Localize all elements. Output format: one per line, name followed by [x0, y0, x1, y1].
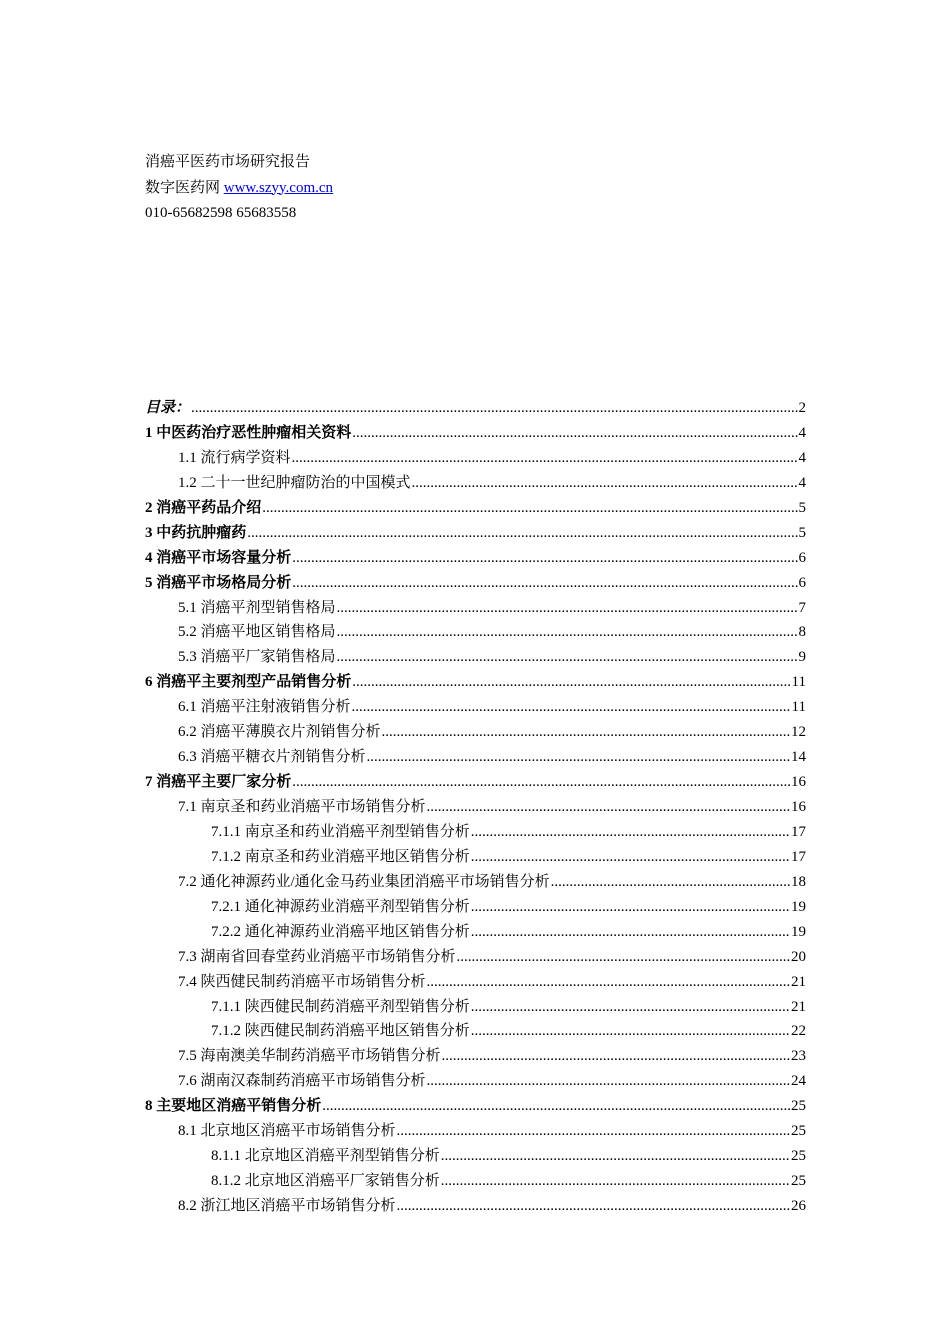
toc-page-number: 7 — [798, 599, 806, 616]
toc-leader — [442, 1044, 790, 1069]
toc-page-number: 11 — [791, 674, 806, 691]
toc-page-number: 4 — [798, 449, 806, 466]
toc-entry-label: 8.1 北京地区消癌平市场销售分析 — [178, 1123, 396, 1140]
toc-entry-label: 1.2 二十一世纪肿瘤防治的中国模式 — [178, 474, 411, 491]
toc-leader — [352, 421, 797, 446]
report-title: 消癌平医药市场研究报告 — [145, 154, 311, 170]
toc-entry-label: 3 中药抗肿瘤药 — [145, 524, 247, 541]
toc-entry-label: 7 消癌平主要厂家分析 — [145, 774, 292, 791]
toc-leader — [352, 695, 791, 720]
toc-entry[interactable] — [145, 770, 806, 795]
toc-page-number: 5 — [798, 499, 806, 516]
toc-entry[interactable] — [145, 446, 806, 471]
toc-leader — [262, 496, 797, 521]
toc-entry[interactable] — [145, 1094, 806, 1119]
toc-page-number: 4 — [798, 424, 806, 441]
toc-page-number: 26 — [791, 1198, 806, 1214]
toc-leader — [441, 1169, 790, 1194]
toc-leader — [292, 571, 797, 596]
toc-entry[interactable] — [145, 1019, 806, 1044]
toc-page-number: 17 — [791, 848, 806, 865]
toc-entry-label: 6.1 消癌平注射液销售分析 — [178, 699, 351, 716]
toc-page-number: 16 — [791, 774, 806, 791]
toc-page-number: 24 — [791, 1073, 806, 1090]
toc-entry-label: 5.3 消癌平厂家销售格局 — [178, 649, 336, 666]
toc-entry[interactable] — [145, 670, 806, 695]
toc-entry-label: 7.2.2 通化神源药业消癌平地区销售分析 — [211, 923, 470, 940]
toc-entry-label: 5 消癌平市场格局分析 — [145, 574, 292, 591]
toc-entry-label: 7.1.2 南京圣和药业消癌平地区销售分析 — [211, 848, 470, 865]
toc-entry-label: 5.1 消癌平剂型销售格局 — [178, 599, 336, 616]
toc-leader — [352, 670, 790, 695]
toc-page-number: 21 — [791, 998, 806, 1015]
toc-page-number: 21 — [791, 973, 806, 990]
toc-entry-label: 7.3 湖南省回春堂药业消癌平市场销售分析 — [178, 948, 456, 965]
toc-entry[interactable] — [145, 970, 806, 995]
toc-entry-label: 7.2.1 通化神源药业消癌平剂型销售分析 — [211, 898, 470, 915]
toc-leader — [292, 446, 798, 471]
site-line — [145, 176, 333, 202]
toc-leader — [471, 845, 790, 870]
toc-page-number: 9 — [798, 649, 806, 666]
toc-entry-label: 8.1.2 北京地区消癌平厂家销售分析 — [211, 1173, 440, 1190]
toc-entry[interactable] — [145, 596, 806, 621]
toc-page-number: 19 — [791, 923, 806, 940]
toc-entry-label: 7.1.2 陕西健民制药消癌平地区销售分析 — [211, 1023, 470, 1040]
toc-leader — [191, 396, 797, 421]
toc-leader — [247, 521, 797, 546]
toc-entry[interactable] — [145, 546, 806, 571]
toc-page-number: 19 — [791, 898, 806, 915]
toc-entry-label: 8 主要地区消癌平销售分析 — [145, 1098, 322, 1115]
toc-entry[interactable] — [145, 720, 806, 745]
toc-entry[interactable] — [145, 795, 806, 820]
toc-leader — [397, 1119, 790, 1144]
toc-page-number: 11 — [791, 699, 806, 716]
toc-page-number: 17 — [791, 823, 806, 840]
toc-entry[interactable] — [145, 471, 806, 496]
table-of-contents — [145, 396, 806, 1219]
toc-entry[interactable] — [145, 1119, 806, 1144]
toc-entry-label: 1.1 流行病学资料 — [178, 449, 291, 466]
toc-page-number: 14 — [791, 749, 806, 766]
toc-entry-label: 7.1.1 陕西健民制药消癌平剂型销售分析 — [211, 998, 470, 1015]
toc-entry[interactable] — [145, 571, 806, 596]
toc-entry[interactable] — [145, 1144, 806, 1169]
toc-entry[interactable] — [145, 1069, 806, 1094]
toc-leader — [471, 920, 790, 945]
toc-page-number: 6 — [798, 549, 806, 566]
toc-entry-label: 7.2 通化神源药业/通化金马药业集团消癌平市场销售分析 — [178, 873, 550, 890]
toc-entry[interactable] — [145, 521, 806, 546]
toc-entry-label: 7.4 陕西健民制药消癌平市场销售分析 — [178, 973, 426, 990]
toc-leader — [471, 995, 790, 1020]
toc-entry-label: 4 消癌平市场容量分析 — [145, 549, 292, 566]
toc-entry-label: 7.5 海南澳美华制药消癌平市场销售分析 — [178, 1048, 441, 1065]
toc-leader — [322, 1094, 790, 1119]
toc-leader — [292, 546, 797, 571]
toc-leader — [337, 645, 798, 670]
document-header — [145, 150, 333, 227]
toc-entry[interactable] — [145, 945, 806, 970]
toc-entry-label: 6 消癌平主要剂型产品销售分析 — [145, 674, 352, 691]
toc-leader — [471, 820, 790, 845]
toc-entry[interactable] — [145, 1044, 806, 1069]
toc-leader — [551, 870, 790, 895]
toc-page-number: 20 — [791, 948, 806, 965]
toc-page-number: 4 — [798, 474, 806, 491]
toc-page-number: 16 — [791, 799, 806, 815]
toc-entry-label: 7.6 湖南汉森制药消癌平市场销售分析 — [178, 1073, 426, 1090]
toc-entry[interactable] — [145, 695, 806, 720]
toc-leader — [427, 1069, 790, 1094]
toc-heading-label: 目录： — [145, 400, 191, 416]
toc-page-number: 5 — [798, 524, 806, 541]
toc-leader — [412, 471, 798, 496]
toc-entry[interactable] — [145, 820, 806, 845]
toc-entry[interactable] — [145, 845, 806, 870]
toc-leader — [397, 1194, 790, 1219]
toc-entry-label: 7.1.1 南京圣和药业消癌平剂型销售分析 — [211, 823, 470, 840]
toc-page-number: 12 — [791, 724, 806, 741]
phone-line: 010-65682598 65683558 — [145, 205, 297, 221]
toc-page-number: 6 — [798, 574, 806, 591]
toc-entry-label: 8.2 浙江地区消癌平市场销售分析 — [178, 1198, 396, 1214]
toc-leader — [457, 945, 790, 970]
toc-page-number: 25 — [791, 1098, 806, 1115]
toc-entry-label: 7.1 南京圣和药业消癌平市场销售分析 — [178, 799, 426, 815]
toc-entry-label: 6.2 消癌平薄膜衣片剂销售分析 — [178, 724, 381, 741]
toc-page-number: 8 — [798, 624, 806, 641]
toc-page-number: 18 — [791, 873, 806, 890]
toc-leader — [471, 1019, 790, 1044]
toc-page-number: 23 — [791, 1048, 806, 1065]
toc-entry-label: 8.1.1 北京地区消癌平剂型销售分析 — [211, 1148, 440, 1165]
toc-page-number: 2 — [798, 400, 806, 416]
toc-entry[interactable] — [145, 745, 806, 770]
toc-leader — [292, 770, 790, 795]
toc-entry[interactable] — [145, 496, 806, 521]
toc-page-number: 25 — [791, 1123, 806, 1140]
toc-entry[interactable] — [145, 870, 806, 895]
toc-page-number: 25 — [791, 1148, 806, 1165]
toc-entry[interactable] — [145, 645, 806, 670]
toc-entry[interactable] — [145, 1194, 806, 1219]
toc-entry[interactable] — [145, 421, 806, 446]
toc-page-number: 22 — [791, 1023, 806, 1040]
toc-entry-label: 1 中医药治疗恶性肿瘤相关资料 — [145, 424, 352, 441]
toc-entry[interactable] — [145, 995, 806, 1020]
toc-leader — [441, 1144, 790, 1169]
toc-entry-label: 2 消癌平药品介绍 — [145, 499, 262, 516]
toc-leader — [427, 795, 790, 820]
toc-leader — [427, 970, 790, 995]
toc-leader — [382, 720, 790, 745]
toc-leader — [337, 596, 798, 621]
site-link[interactable]: www.szyy.com.cn — [223, 179, 334, 196]
toc-entry[interactable] — [145, 1169, 806, 1194]
toc-entries — [145, 421, 806, 1219]
toc-entry[interactable] — [145, 920, 806, 945]
toc-leader — [471, 895, 790, 920]
toc-entry-label: 6.3 消癌平糖衣片剂销售分析 — [178, 749, 366, 766]
toc-leader — [337, 620, 798, 645]
toc-entry-label: 5.2 消癌平地区销售格局 — [178, 624, 336, 641]
toc-heading[interactable] — [145, 396, 806, 421]
site-label: 数字医药网 — [145, 179, 224, 196]
toc-entry[interactable] — [145, 620, 806, 645]
toc-entry[interactable] — [145, 895, 806, 920]
toc-leader — [367, 745, 790, 770]
toc-page-number: 25 — [791, 1173, 806, 1190]
